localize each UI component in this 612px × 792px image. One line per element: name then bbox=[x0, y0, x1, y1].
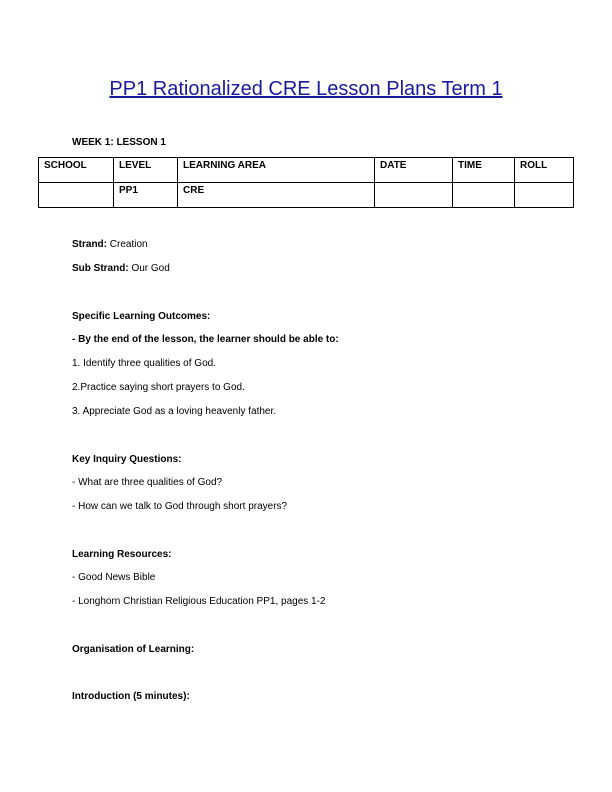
header-level: LEVEL bbox=[114, 158, 178, 183]
organisation-heading: Organisation of Learning: bbox=[72, 644, 195, 655]
cell-time bbox=[453, 183, 515, 208]
table-header-row bbox=[39, 158, 574, 183]
strand-value: Creation bbox=[109, 239, 148, 250]
resources-heading: Learning Resources: bbox=[72, 549, 172, 560]
list-item: - What are three qualities of God? bbox=[72, 477, 223, 488]
document-title: PP1 Rationalized CRE Lesson Plans Term 1 bbox=[109, 78, 503, 100]
substrand-label: Sub Strand: bbox=[72, 263, 129, 274]
cell-roll bbox=[515, 183, 574, 208]
kiq-heading: Key Inquiry Questions: bbox=[72, 454, 182, 465]
cell-school bbox=[39, 183, 114, 208]
list-item: - How can we talk to God through short prayers? bbox=[72, 501, 288, 512]
list-item: 3. Appreciate God as a loving heavenly father. bbox=[72, 406, 277, 417]
list-item: 1. Identify three qualities of God. bbox=[72, 358, 216, 369]
header-time: TIME bbox=[453, 158, 515, 183]
list-item: 2.Practice saying short prayers to God. bbox=[72, 382, 245, 393]
strand-line bbox=[72, 239, 148, 250]
cell-level: PP1 bbox=[114, 183, 178, 208]
list-item: - Good News Bible bbox=[72, 572, 156, 583]
table-row bbox=[39, 183, 574, 208]
week-lesson-label: WEEK 1: LESSON 1 bbox=[72, 137, 166, 148]
cell-date bbox=[375, 183, 453, 208]
slo-heading: Specific Learning Outcomes: bbox=[72, 311, 211, 322]
header-date: DATE bbox=[375, 158, 453, 183]
header-learning-area: LEARNING AREA bbox=[178, 158, 375, 183]
header-school: SCHOOL bbox=[39, 158, 114, 183]
introduction-heading: Introduction (5 minutes): bbox=[72, 691, 190, 702]
strand-label: Strand: bbox=[72, 239, 107, 250]
substrand-value: Our God bbox=[131, 263, 170, 274]
slo-intro: - By the end of the lesson, the learner should be able to: bbox=[72, 334, 339, 345]
list-item: - Longhorn Christian Religious Education PP1, pages 1-2 bbox=[72, 596, 326, 607]
lesson-info-table bbox=[38, 157, 574, 208]
header-roll: ROLL bbox=[515, 158, 574, 183]
cell-learning-area: CRE bbox=[178, 183, 375, 208]
substrand-line bbox=[72, 263, 170, 274]
